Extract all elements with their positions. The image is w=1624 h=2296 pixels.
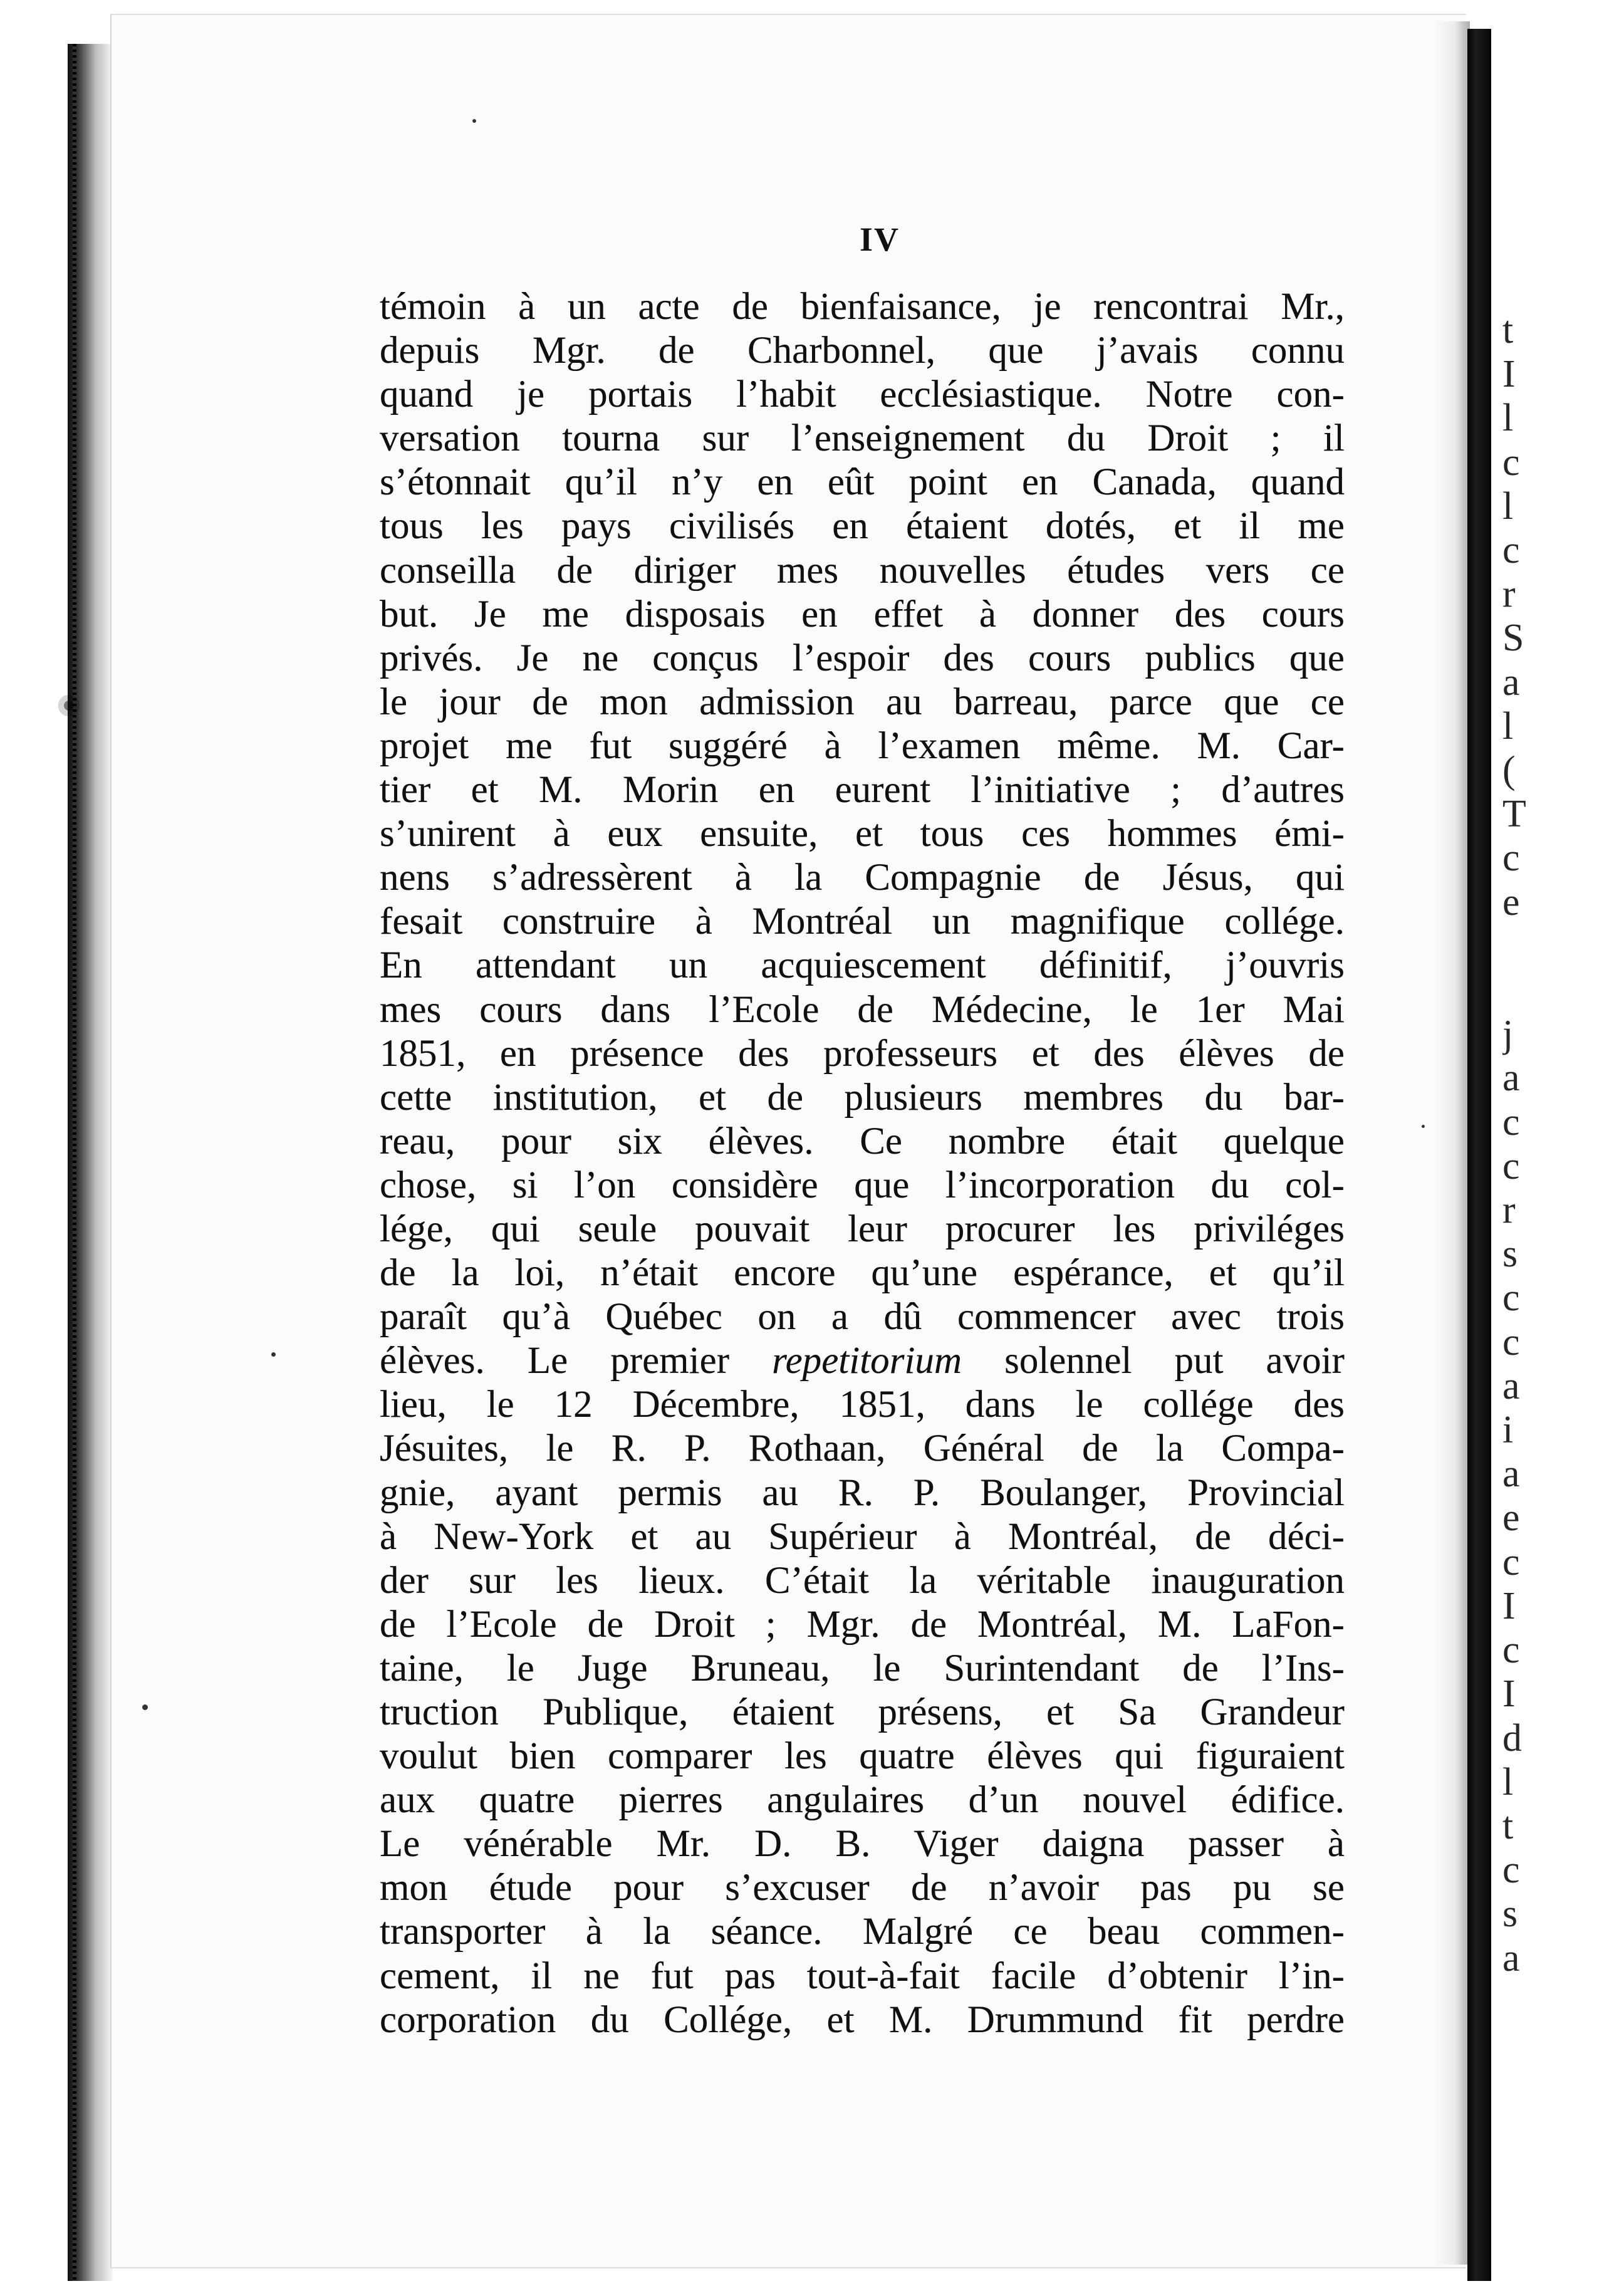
text-line: En attendant un acquiescement définitif, j’ouvris [380, 944, 1345, 987]
text-line: der sur les lieux. C’était la véritable inauguration [380, 1559, 1345, 1602]
text-line: versation tourna sur l’enseignement du Droit ; il [380, 417, 1345, 460]
text-line: quand je portais l’habit ecclésiastique. Notre con- [380, 373, 1345, 416]
text-line: lieu, le 12 Décembre, 1851, dans le collége des [380, 1384, 1345, 1426]
text-line: transporter à la séance. Malgré ce beau commen- [380, 1911, 1345, 1953]
text-line: à New-York et au Supérieur à Montréal, de déci- [380, 1515, 1345, 1558]
text-line: voulut bien comparer les quatre élèves qui figuraient [380, 1735, 1345, 1778]
text-line: cette institution, et de plusieurs membres du bar- [380, 1076, 1345, 1119]
scan-spot [55, 692, 83, 719]
facing-page-edge [1491, 14, 1624, 2282]
text-line: projet me fut suggéré à l’examen même. M. Car- [380, 724, 1345, 767]
text-line-with-italic-term [380, 1339, 1345, 1383]
scan-speck [1422, 1125, 1425, 1128]
text-line: corporation du Collége, et M. Drummund fit perdre [380, 1998, 1345, 2041]
scan-speck [271, 1352, 276, 1357]
text-line: but. Je me disposais en effet à donner des cours [380, 593, 1345, 635]
text-segment: solennel put avoir [1004, 1340, 1345, 1382]
text-line: Le vénérable Mr. D. B. Viger daigna passer à [380, 1823, 1345, 1866]
text-line: lége, qui seule pouvait leur procurer les priviléges [380, 1208, 1345, 1250]
text-line: conseilla de diriger mes nouvelles études vers ce [380, 549, 1345, 592]
gutter-shadow [1435, 21, 1470, 2265]
text-line: le jour de mon admission au barreau, parce que ce [380, 681, 1345, 723]
book-spine [1467, 29, 1491, 2281]
text-line: gnie, ayant permis au R. P. Boulanger, Provincial [380, 1471, 1345, 1514]
text-segment: élèves. Le premier [380, 1340, 730, 1382]
text-line: tier et M. Morin en eurent l’initiative ; d’autres [380, 769, 1345, 811]
text-line: chose, si l’on considère que l’incorporation du col- [380, 1164, 1345, 1206]
text-line: depuis Mgr. de Charbonnel, que j’avais connu [380, 330, 1345, 372]
text-line: taine, le Juge Bruneau, le Surintendant de l’Ins- [380, 1647, 1345, 1689]
text-line: paraît qu’à Québec on a dû commencer avec trois [380, 1296, 1345, 1338]
scan-speck [142, 1704, 148, 1710]
text-line: de la loi, n’était encore qu’une espérance, et qu’il [380, 1252, 1345, 1295]
page-body-text [380, 285, 1345, 2042]
text-line: nens s’adressèrent à la Compagnie de Jésus, qui [380, 857, 1345, 899]
text-line: privés. Je ne conçus l’espoir des cours publics que [380, 637, 1345, 679]
text-line: 1851, en présence des professeurs et des élèves de [380, 1032, 1345, 1075]
text-line: mon étude pour s’excuser de n’avoir pas pu se [380, 1867, 1345, 1909]
text-line: fesait construire à Montréal un magnifique collége. [380, 900, 1345, 943]
scan-speck [472, 119, 476, 123]
text-line: aux quatre pierres angulaires d’un nouvel édifice. [380, 1779, 1345, 1822]
text-line: s’unirent à eux ensuite, et tous ces hommes émi- [380, 813, 1345, 855]
italic-term: repetitorium [772, 1340, 962, 1382]
text-line: témoin à un acte de bienfaisance, je rencontrai Mr., [380, 286, 1345, 328]
facing-page-fragment: t I l c l c r S a l ( T c e j a c c r s c c a i a e c I c I d l t c s a [1502, 309, 1526, 1980]
left-page-edge [68, 44, 113, 2281]
text-line: s’étonnait qu’il n’y en eût point en Canada, quand [380, 461, 1345, 504]
text-line: cement, il ne fut pas tout-à-fait facile d’obtenir l’in- [380, 1954, 1345, 1997]
text-line: reau, pour six élèves. Ce nombre était quelque [380, 1120, 1345, 1162]
text-line: truction Publique, étaient présens, et Sa Grandeur [380, 1691, 1345, 1733]
text-line: mes cours dans l’Ecole de Médecine, le 1er Mai [380, 988, 1345, 1031]
text-line: Jésuites, le R. P. Rothaan, Général de la Compa- [380, 1427, 1345, 1470]
text-line: tous les pays civilisés en étaient dotés, et il me [380, 505, 1345, 548]
page-number: IV [860, 221, 900, 258]
text-line: de l’Ecole de Droit ; Mgr. de Montréal, M. LaFon- [380, 1603, 1345, 1646]
